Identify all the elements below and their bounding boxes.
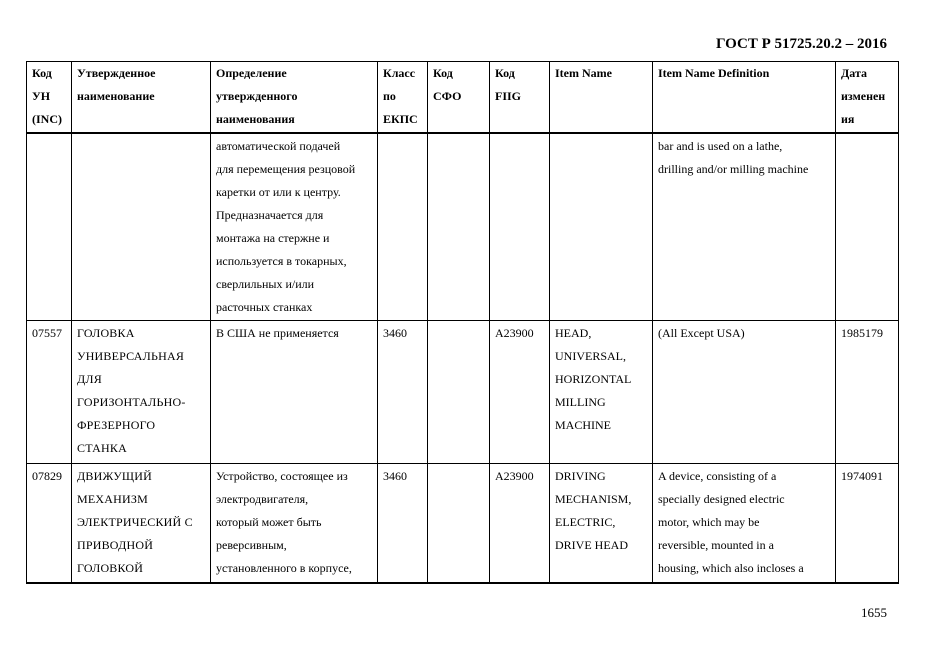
- cell-line: используется в токарных,: [216, 254, 347, 268]
- cell-sfo: [428, 321, 490, 464]
- cell-sfo: [428, 133, 490, 321]
- cell-item-name: [550, 464, 653, 583]
- cell-line: каретки от или к центру.: [216, 185, 341, 199]
- cell-line: ФРЕЗЕРНОГО: [77, 418, 156, 432]
- cell-item-definition: [653, 133, 836, 321]
- header-line: Класс: [383, 66, 416, 80]
- col-class-header: [378, 62, 428, 134]
- cell-line: ГОЛОВКА: [77, 326, 135, 340]
- header-line: (INC): [32, 112, 62, 126]
- col-name-header: [72, 62, 211, 134]
- cell-definition: [211, 133, 378, 321]
- header-line: Утвержденное: [77, 66, 156, 80]
- header-line: наименования: [216, 112, 295, 126]
- cell-line: МЕХАНИЗМ: [77, 492, 148, 506]
- cell-line: motor, which may be: [658, 515, 760, 529]
- cell-line: ГОРИЗОНТАЛЬНО-: [77, 395, 186, 409]
- header-line: утвержденного: [216, 89, 298, 103]
- cell-line: A device, consisting of a: [658, 469, 777, 483]
- table-row: [27, 321, 899, 464]
- cell-sfo: [428, 464, 490, 583]
- cell-definition: [211, 321, 378, 464]
- cell-line: Предназначается для: [216, 208, 324, 222]
- cell-line: сверлильных и/или: [216, 277, 315, 291]
- header-line: FIIG: [495, 89, 522, 103]
- cell-name: [72, 133, 211, 321]
- cell-line: В США не применяется: [216, 326, 339, 340]
- header-line: Дата: [841, 66, 867, 80]
- cell-item-name: [550, 133, 653, 321]
- cell-class: 3460: [378, 321, 428, 464]
- cell-inc: [27, 133, 72, 321]
- col-fiig-header: [490, 62, 550, 134]
- cell-line: реверсивным,: [216, 538, 287, 552]
- header-line: наименование: [77, 89, 155, 103]
- cell-line: Устройство, состоящее из: [216, 469, 348, 483]
- cell-line: установленного в корпусе,: [216, 561, 352, 575]
- cell-class: 3460: [378, 464, 428, 583]
- col-item-def-header: [653, 62, 836, 134]
- cell-date: 1985179: [836, 321, 899, 464]
- header-line: ия: [841, 112, 855, 126]
- cell-fiig: A23900: [490, 321, 550, 464]
- cell-line: СТАНКА: [77, 441, 127, 455]
- cell-date: 1974091: [836, 464, 899, 583]
- header-row: [27, 62, 899, 134]
- col-inc-header: [27, 62, 72, 134]
- col-date-header: [836, 62, 899, 134]
- cell-line: ELECTRIC,: [555, 515, 616, 529]
- cell-item-definition: [653, 464, 836, 583]
- table-body: [27, 133, 899, 583]
- cell-inc: 07829: [27, 464, 72, 583]
- cell-item-name: [550, 321, 653, 464]
- cell-line: HORIZONTAL: [555, 372, 632, 386]
- header-line: ЕКПС: [383, 112, 418, 126]
- header-line: Item Name Definition: [658, 66, 770, 80]
- header-line: Item Name: [555, 66, 612, 80]
- cell-line: specially designed electric: [658, 492, 785, 506]
- page-number: 1655: [861, 605, 887, 620]
- cell-line: ДЛЯ: [77, 372, 102, 386]
- header-line: УН: [32, 89, 51, 103]
- cell-line: электродвигателя,: [216, 492, 309, 506]
- cell-line: ДВИЖУЩИЙ: [77, 469, 152, 483]
- table-row: [27, 464, 899, 583]
- cell-name: [72, 464, 211, 583]
- header-line: Код: [32, 66, 52, 80]
- cell-line: монтажа на стержне и: [216, 231, 330, 245]
- cell-line: для перемещения резцовой: [216, 162, 356, 176]
- header-line: изменен: [841, 89, 886, 103]
- col-definition-header: [211, 62, 378, 134]
- cell-name: [72, 321, 211, 464]
- cell-line: ПРИВОДНОЙ: [77, 538, 154, 552]
- cell-item-definition: [653, 321, 836, 464]
- cell-class: [378, 133, 428, 321]
- cell-line: bar and is used on a lathe,: [658, 139, 783, 153]
- cell-date: [836, 133, 899, 321]
- cell-line: MECHANISM,: [555, 492, 632, 506]
- cell-line: УНИВЕРСАЛЬНАЯ: [77, 349, 185, 363]
- cell-line: автоматической подачей: [216, 139, 341, 153]
- cell-line: ЭЛЕКТРИЧЕСКИЙ С: [77, 515, 193, 529]
- cell-definition: [211, 464, 378, 583]
- header-line: СФО: [433, 89, 462, 103]
- table-row: [27, 133, 899, 321]
- cell-line: (All Except USA): [658, 326, 745, 340]
- cell-line: UNIVERSAL,: [555, 349, 626, 363]
- cell-inc: 07557: [27, 321, 72, 464]
- cell-line: drilling and/or milling machine: [658, 162, 809, 176]
- cell-line: HEAD,: [555, 326, 592, 340]
- cell-fiig: [490, 133, 550, 321]
- document-title: ГОСТ Р 51725.20.2 – 2016: [715, 36, 887, 52]
- cell-line: ГОЛОВКОЙ: [77, 561, 144, 575]
- cell-line: reversible, mounted in a: [658, 538, 774, 552]
- header-line: Код: [495, 66, 515, 80]
- cell-line: MILLING: [555, 395, 606, 409]
- catalog-table: [26, 61, 899, 584]
- cell-line: housing, which also incloses a: [658, 561, 804, 575]
- cell-fiig: A23900: [490, 464, 550, 583]
- header-line: Определение: [216, 66, 287, 80]
- col-sfo-header: [428, 62, 490, 134]
- header-line: по: [383, 89, 396, 103]
- header-line: Код: [433, 66, 453, 80]
- cell-line: который может быть: [216, 515, 322, 529]
- cell-line: DRIVING: [555, 469, 606, 483]
- cell-line: DRIVE HEAD: [555, 538, 628, 552]
- cell-line: расточных станках: [216, 300, 313, 314]
- col-item-name-header: [550, 62, 653, 134]
- cell-line: MACHINE: [555, 418, 611, 432]
